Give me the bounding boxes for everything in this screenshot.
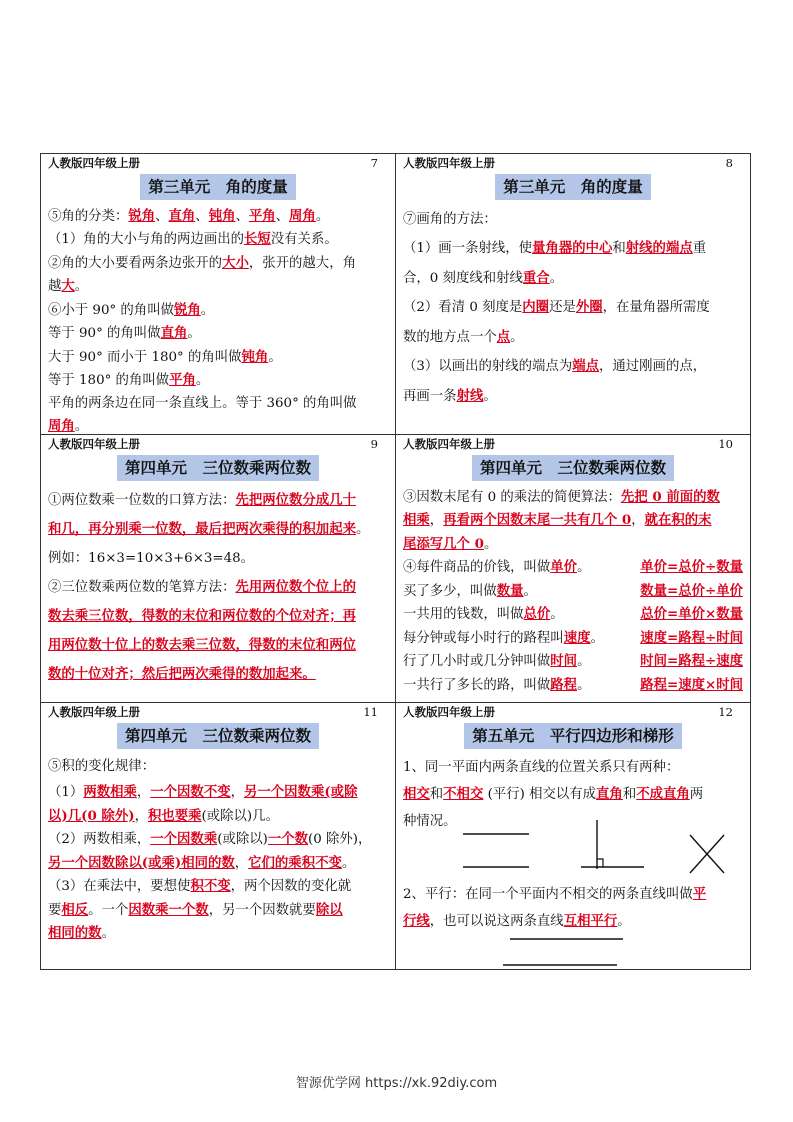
text-line: 种情况。 [403, 813, 457, 829]
text-line: 周角。 [48, 418, 89, 434]
text-line: 另一个因数除以(或乘)相同的数，它们的乘积不变。 [48, 854, 356, 871]
text-line: （2）看清 0 刻度是内圈还是外圈，在量角器所需度 [403, 299, 710, 315]
page-number: 12 [718, 705, 733, 719]
formula-row: 买了多少，叫做数量。 数量=总价÷单价 [403, 582, 743, 599]
text-line: 数的十位对齐；然后把两次乘得的数加起来。 [48, 665, 316, 682]
card-header [48, 705, 388, 720]
text-line: （1）角的大小与角的两边画出的长短没有关系。 [48, 231, 338, 247]
text-line: 数的地方点一个点。 [403, 328, 524, 345]
text-line: （3）在乘法中，要想使积不变，两个因数的变化就 [48, 878, 352, 894]
text-line: 和几，再分别乘一位数，最后把两次乘得的积加起来。 [48, 520, 370, 537]
text-line: 行线，也可以说这两条直线互相平行。 [403, 913, 631, 929]
text-line: 2、平行：在同一个平面内不相交的两条直线叫做平 [403, 886, 707, 902]
notes-grid [40, 153, 751, 970]
text-line: ②三位数乘两位数的笔算方法：先用两位数个位上的 [48, 578, 356, 595]
book-label: 人教版四年级上册 [48, 437, 140, 451]
card-page-12 [396, 703, 750, 969]
page-number: 7 [370, 156, 378, 170]
unit-title: 第三单元 角的度量 [140, 174, 296, 200]
card-page-7 [41, 154, 396, 435]
text-line: 平角的两条边在同一条直线上。等于 360° 的角叫做 [48, 395, 357, 411]
text-line: （1）画一条射线，使量角器的中心和射线的端点重 [403, 240, 707, 256]
formula-row: 行了几小时或几分钟叫做时间。 时间=路程÷速度 [403, 653, 743, 669]
card-header [48, 156, 388, 171]
text-line: ⑤积的变化规律： [48, 758, 156, 774]
text-line: 用两位数十位上的数去乘三位数，得数的末位和两位 [48, 636, 356, 653]
text-line: 相乘，再看两个因数末尾一共有几个 0，就在积的末 [403, 512, 712, 528]
formula-row: ④每件商品的价钱，叫做单价。 单价=总价÷数量 [403, 559, 743, 575]
book-label: 人教版四年级上册 [403, 156, 495, 170]
book-label: 人教版四年级上册 [48, 156, 140, 170]
text-line: 合，0 刻度线和射线重合。 [403, 269, 564, 286]
text-line: （1）两数相乘，一个因数不变，另一个因数乘(或除 [48, 784, 358, 800]
card-header [48, 437, 388, 452]
unit-title: 第四单元 三位数乘两位数 [472, 455, 674, 481]
text-line: 等于 90° 的角叫做直角。 [48, 325, 201, 341]
text-line: ⑦画角的方法： [403, 211, 497, 227]
text-line: 数去乘三位数，得数的末位和两位数的个位对齐；再 [48, 607, 356, 624]
card-header [403, 156, 743, 171]
text-line: 越大。 [48, 278, 89, 294]
page-number: 9 [370, 437, 378, 451]
footer-watermark: 智源优学网 https://xk.92diy.com [295, 1076, 498, 1091]
text-line: ③因数末尾有 0 的乘法的简便算法：先把 0 前面的数 [403, 488, 720, 505]
formula-row: 一共行了多长的路，叫做路程。 路程=速度×时间 [403, 676, 743, 693]
text-line: 再画一条射线。 [403, 387, 497, 404]
text-line: （3）以画出的射线的端点为端点，通过刚画的点， [403, 358, 707, 374]
card-page-9 [41, 435, 396, 703]
text-line: 例如：16×3=10×3+6×3=48。 [48, 550, 255, 566]
page-number: 8 [725, 156, 733, 170]
card-header [403, 437, 743, 452]
text-line: 等于 180° 的角叫做平角。 [48, 372, 210, 388]
unit-title: 第三单元 角的度量 [495, 174, 651, 200]
page-number: 10 [718, 437, 733, 451]
card-page-11 [41, 703, 396, 969]
unit-title: 第四单元 三位数乘两位数 [117, 723, 319, 749]
formula-row: 每分钟或每小时行的路程叫速度。 速度=路程÷时间 [403, 629, 743, 646]
book-label: 人教版四年级上册 [48, 705, 140, 719]
page-number: 11 [363, 705, 378, 719]
formula-row: 一共用的钱数，叫做总价。 总价=单价×数量 [403, 606, 743, 622]
card-page-10 [396, 435, 750, 703]
text-line: 尾添写几个 0。 [403, 535, 498, 552]
text-line: 大于 90° 而小于 180° 的角叫做钝角。 [48, 348, 282, 365]
text-line: （2）两数相乘，一个因数乘(或除以)一个数(0 除外)， [48, 831, 372, 847]
book-label: 人教版四年级上册 [403, 437, 495, 451]
text-line: 1、同一平面内两条直线的位置关系只有两种： [403, 759, 680, 775]
text-line: ①两位数乘一位数的口算方法：先把两位数分成几十 [48, 491, 356, 508]
card-page-8 [396, 154, 750, 435]
text-line: ⑤角的分类：锐角、直角、钝角、平角、周角。 [48, 207, 330, 224]
text-line: ②角的大小要看两条边张开的大小，张开的越大，角 [48, 254, 356, 271]
text-line: 要相反。一个因数乘一个数，另一个因数就要除以 [48, 901, 343, 918]
text-line: ⑥小于 90° 的角叫做锐角。 [48, 301, 215, 318]
text-line: 以)几(0 除外)，积也要乘(或除以)几。 [48, 807, 279, 824]
unit-title: 第五单元 平行四边形和梯形 [464, 723, 682, 749]
book-label: 人教版四年级上册 [403, 705, 495, 719]
right-angle-mark [597, 859, 603, 867]
text-line: 相交和不相交 (平行) 相交以有成直角和不成直角两 [403, 785, 704, 802]
unit-title: 第四单元 三位数乘两位数 [117, 455, 319, 481]
text-line: 相同的数。 [48, 925, 115, 941]
